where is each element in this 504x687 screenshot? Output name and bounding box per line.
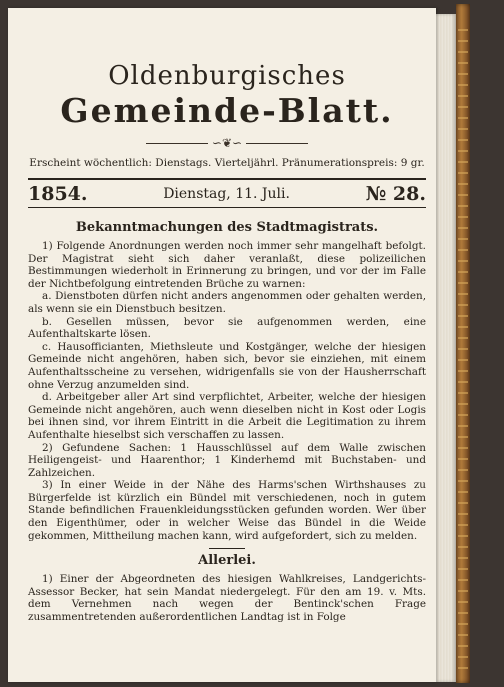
paragraph: 1) Einer der Abgeordneten des hiesigen Wahlkreises, Landgerichts-Assessor Becker, hat sein Mandat niedergelegt. Für den am 19. v. Mts. dem Vernehmen nach wegen der Bentinck'schen Frage zusammentretenden außerordentlichen Landtag ist in Folge — [28, 573, 426, 624]
paragraph: d. Arbeitgeber aller Art sind verpflichtet, Arbeiter, welche der hiesigen Gemeinde nicht angehören, auch wenn dieselben nicht in Kost oder Logis bei ihnen sind, vor ihrem Eintritt in die Arbeit die Legitimation zu ihrem Aufenthalte hieselbst sich verschaffen zu lassen. — [28, 391, 426, 441]
newspaper-page — [8, 8, 436, 682]
paragraph: 1) Folgende Anordnungen werden noch immer sehr mangelhaft befolgt. Der Magistrat sieht sich daher veranlaßt, diese polizeilichen Bestimmungen wiederholt in Erinnerung zu bringen, und vor der im Falle der Nichtbefolgung eintretenden Brüche zu warnen: — [28, 240, 426, 290]
section-divider — [209, 548, 245, 549]
masthead-top: Oldenburgisches — [108, 61, 346, 91]
paragraph: 2) Gefundene Sachen: 1 Hausschlüssel auf dem Walle zwischen Heiligengeist- und Haarenthor; 1 Kinderhemd mit Buchstaben- und Zahlzeichen. — [28, 441, 426, 479]
paragraph: 3) In einer Weide in der Nähe des Harms'schen Wirthshauses zu Bürgerfelde ist kürzlich ein Bündel mit verschiedenen, noch in gutem Stande befindlichen Frauenkleidungsstücken gefunden worden. Wer über den Eigenthümer, oder in welcher Weise das Bündel in die Weide gekommen, Mittheilung machen kann, wird aufgefordert, sich zu melden. — [28, 479, 426, 542]
section-title-allerlei: Allerlei. — [198, 553, 256, 569]
section-title-magistrat: Bekanntmachungen des Stadtmagistrats. — [75, 220, 379, 235]
dateline — [28, 178, 426, 208]
section-body-allerlei — [28, 573, 426, 623]
issue-date: Dienstag, 11. Juli. — [163, 186, 290, 202]
paragraph: b. Gesellen müssen, bevor sie aufgenommen werden, eine Aufenthaltskarte lösen. — [28, 315, 426, 341]
paragraph: a. Dienstboten dürfen nicht anders angenommen oder gehalten werden, als wenn sie ein Dienstbuch besitzen. — [28, 290, 426, 315]
masthead-ornament: ∽❦∽ — [28, 136, 426, 150]
issue-year: 1854. — [28, 183, 88, 205]
spine-decoration — [458, 20, 468, 670]
masthead-subline: Erscheint wöchentlich: Dienstags. Vierteljährl. Pränumerationspreis: 9 gr. — [29, 157, 425, 169]
issue-number: № 28. — [365, 183, 426, 205]
paragraph: c. Hausofficianten, Miethsleute und Kostgänger, welche der hiesigen Gemeinde nicht angehören, haben sich, bevor sie einziehen, mit einem Aufenthaltsscheine zu versehen, widrigenfalls sie von der Hausherrschaft ohne Verzug anzumelden sind. — [28, 340, 426, 391]
page-stack-edge — [434, 14, 456, 682]
masthead-title: Gemeinde-Blatt. — [60, 91, 394, 130]
section-body-magistrat — [28, 240, 426, 542]
page-content — [28, 62, 426, 624]
